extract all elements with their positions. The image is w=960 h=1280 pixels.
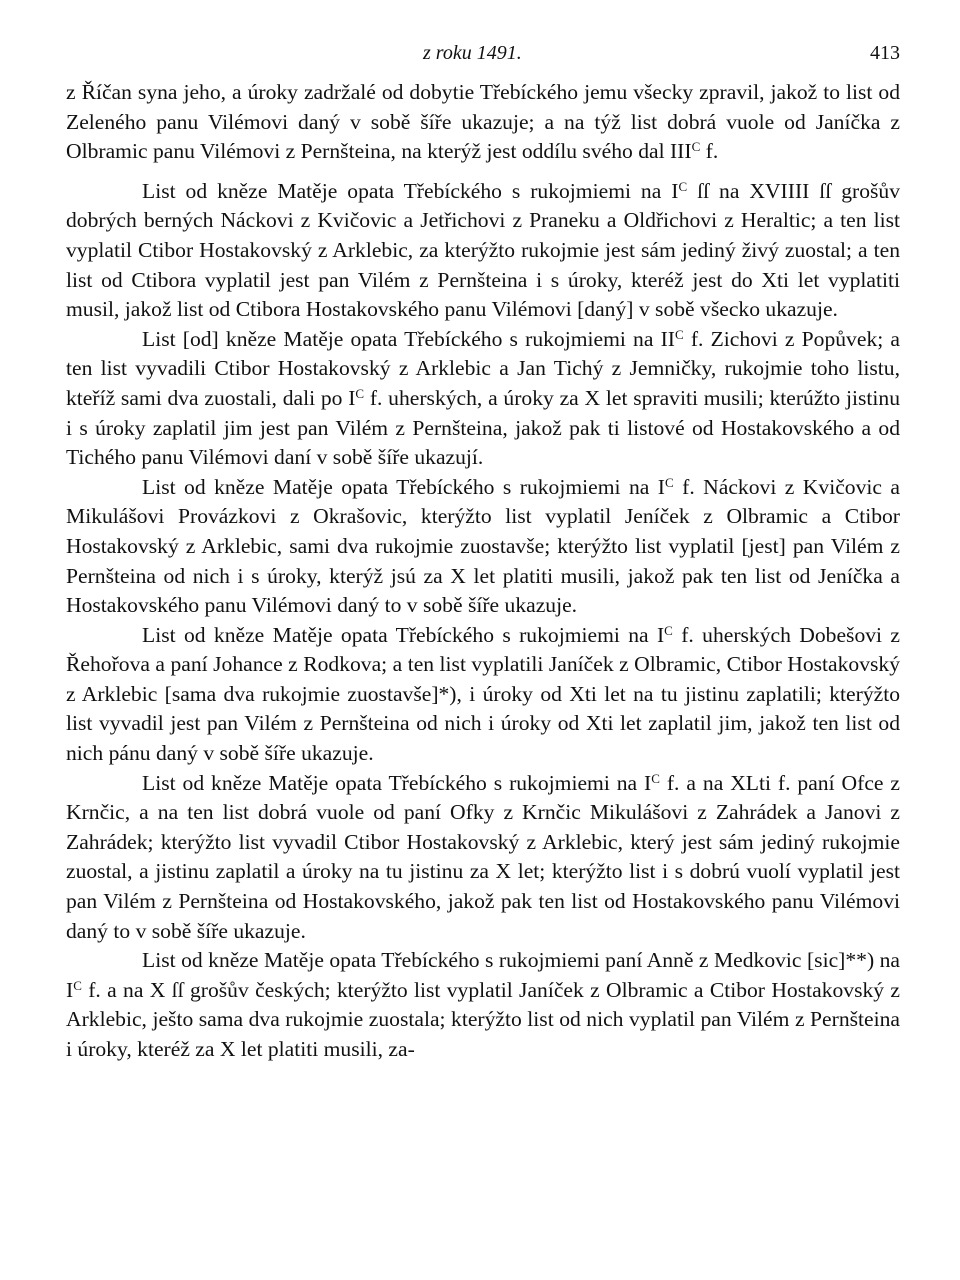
superscript-c: C <box>665 474 674 490</box>
paragraph: List od kněze Matěje opata Třebíckého s rukojmiemi na $I^C$ f. Náckovi z Kvičovic a Mikulášovi Provázkovi z Okrašovic, kterýžto list vyplatil Jeníček z Olbramic a Ctibor Hostakovský z Arklebic, sami dva rukojmie zuostavše; kterýžto list vyplatil [jest] pan Vilém z Pernšteina od nich i s úroky, kterýž jsú za X let platiti musili, jakož pak ten list od Jeníčka a Hostakovského panu Vilémovi daný to v sobě šíře ukazuje. <box>66 474 901 618</box>
paragraph: List od kněze Matěje opata Třebíckého s rukojmiemi na $I^C$ ſſ na XVIIII ſſ grošův dobrých berných Náckovi z Kvičovic a Jetřichovi z Praneku a Oldřichovi z Heraltic; a ten list vyplatil Ctibor Hostakovský z Arklebic, za kterýžto rukojmie jest sám jediný živý zuostal; a ten list od Ctibora vyplatil jest pan Vilém z Pernšteina i s úroky, kteréž jest do Xti let vyplatiti musil, jakož list od Ctibora Hostakovského panu Vilémovi [daný] v sobě všecko ukazuje. <box>66 178 901 322</box>
superscript-c: C <box>691 139 701 155</box>
superscript-c: C <box>73 977 82 993</box>
running-title: z roku 1491. <box>423 42 522 64</box>
superscript-c: C <box>674 326 684 342</box>
paragraph-gap <box>66 167 900 177</box>
superscript-c: C <box>678 178 688 194</box>
document-page <box>66 38 900 1238</box>
paragraph: List od kněze Matěje opata Třebíckého s rukojmiemi na $I^C$ f. a na XLti f. paní Ofce z Krnčic, a na ten list dobrá vuole od paní Ofky z Krnčic Mikulášovi z Zahrádek a Janovi z Zahrádek; kterýžto list vyvadil Ctibor Hostakovský z Arklebic, který jest sám jediný rukojmie zuostal, a jistinu zaplatil a úroky na tu jistinu za X let; kterýžto list i s dobrú vuolí vyplatil jest pan Vilém z Pernšteina od Hostakovského, jakož pak ten list od Hostakovského panu Vilémovi daný to v sobě šíře ukazuje. <box>66 770 900 943</box>
superscript-c: C <box>355 385 365 401</box>
page-number: 413 <box>870 42 900 64</box>
superscript-c: C <box>664 622 673 638</box>
paragraph-continuation: z Říčan syna jeho, a úroky zadržalé od dobytie Třebíckého jemu všecky zpravil, jakož to list od Zeleného panu Vilémovi daný v sobě šíře ukazuje; a na týž list dobrá vuole od Janíčka z Olbramic panu Vilémovi z Pernšteina, na kterýž jest oddílu svého dal $III^C$ f. <box>66 80 900 164</box>
paragraph: List od kněze Matěje opata Třebíckého s rukojmiemi paní Anně z Medkovic [sic]**) na $I^C$ f. a na X ſſ grošův českých; kterýžto list vyplatil Janíček z Olbramic a Ctibor Hostakovský z Arklebic, ješto sama dva rukojmie zuostala; kterýžto list od nich vyplatil pan Vilém z Pernšteina i úroky, kteréž za X let platiti musili, za- <box>66 948 900 1061</box>
paragraph: List od kněze Matěje opata Třebíckého s rukojmiemi na $I^C$ f. uherských Dobešovi z Řehořova a paní Johance z Rodkova; a ten list vyplatili Janíček z Olbramic, Ctibor Hostakovský z Arklebic [sama dva rukojmie zuostavše]*), i úroky od Xti let na tu jistinu zaplatili; kterýžto list vyvadil jest pan Vilém z Pernšteina od nich i úroky od Xti let zaplatil jim, jakož ten list od nich pánu daný v sobě šíře ukazuje. <box>66 622 900 766</box>
page-header <box>66 38 900 78</box>
superscript-c: C <box>651 770 660 786</box>
paragraph: List [od] kněze Matěje opata Třebíckého s rukojmiemi na $II^C$ f. Zichovi z Popůvek; a ten list vyvadili Ctibor Hostakovský z Arklebic a Jan Tichý z Jemničky, rukojmie toho listu, kteříž sami dva zuostali, dali po $I^C$ f. uherských, a úroky za X let spraviti musili; kterúžto jistinu i s úroky zaplatil jim jest pan Vilém z Pernšteina, jakož pak ti listové od Hostakovského a od Tichého panu Vilémovi daní v sobě šíře ukazují. <box>66 326 900 470</box>
